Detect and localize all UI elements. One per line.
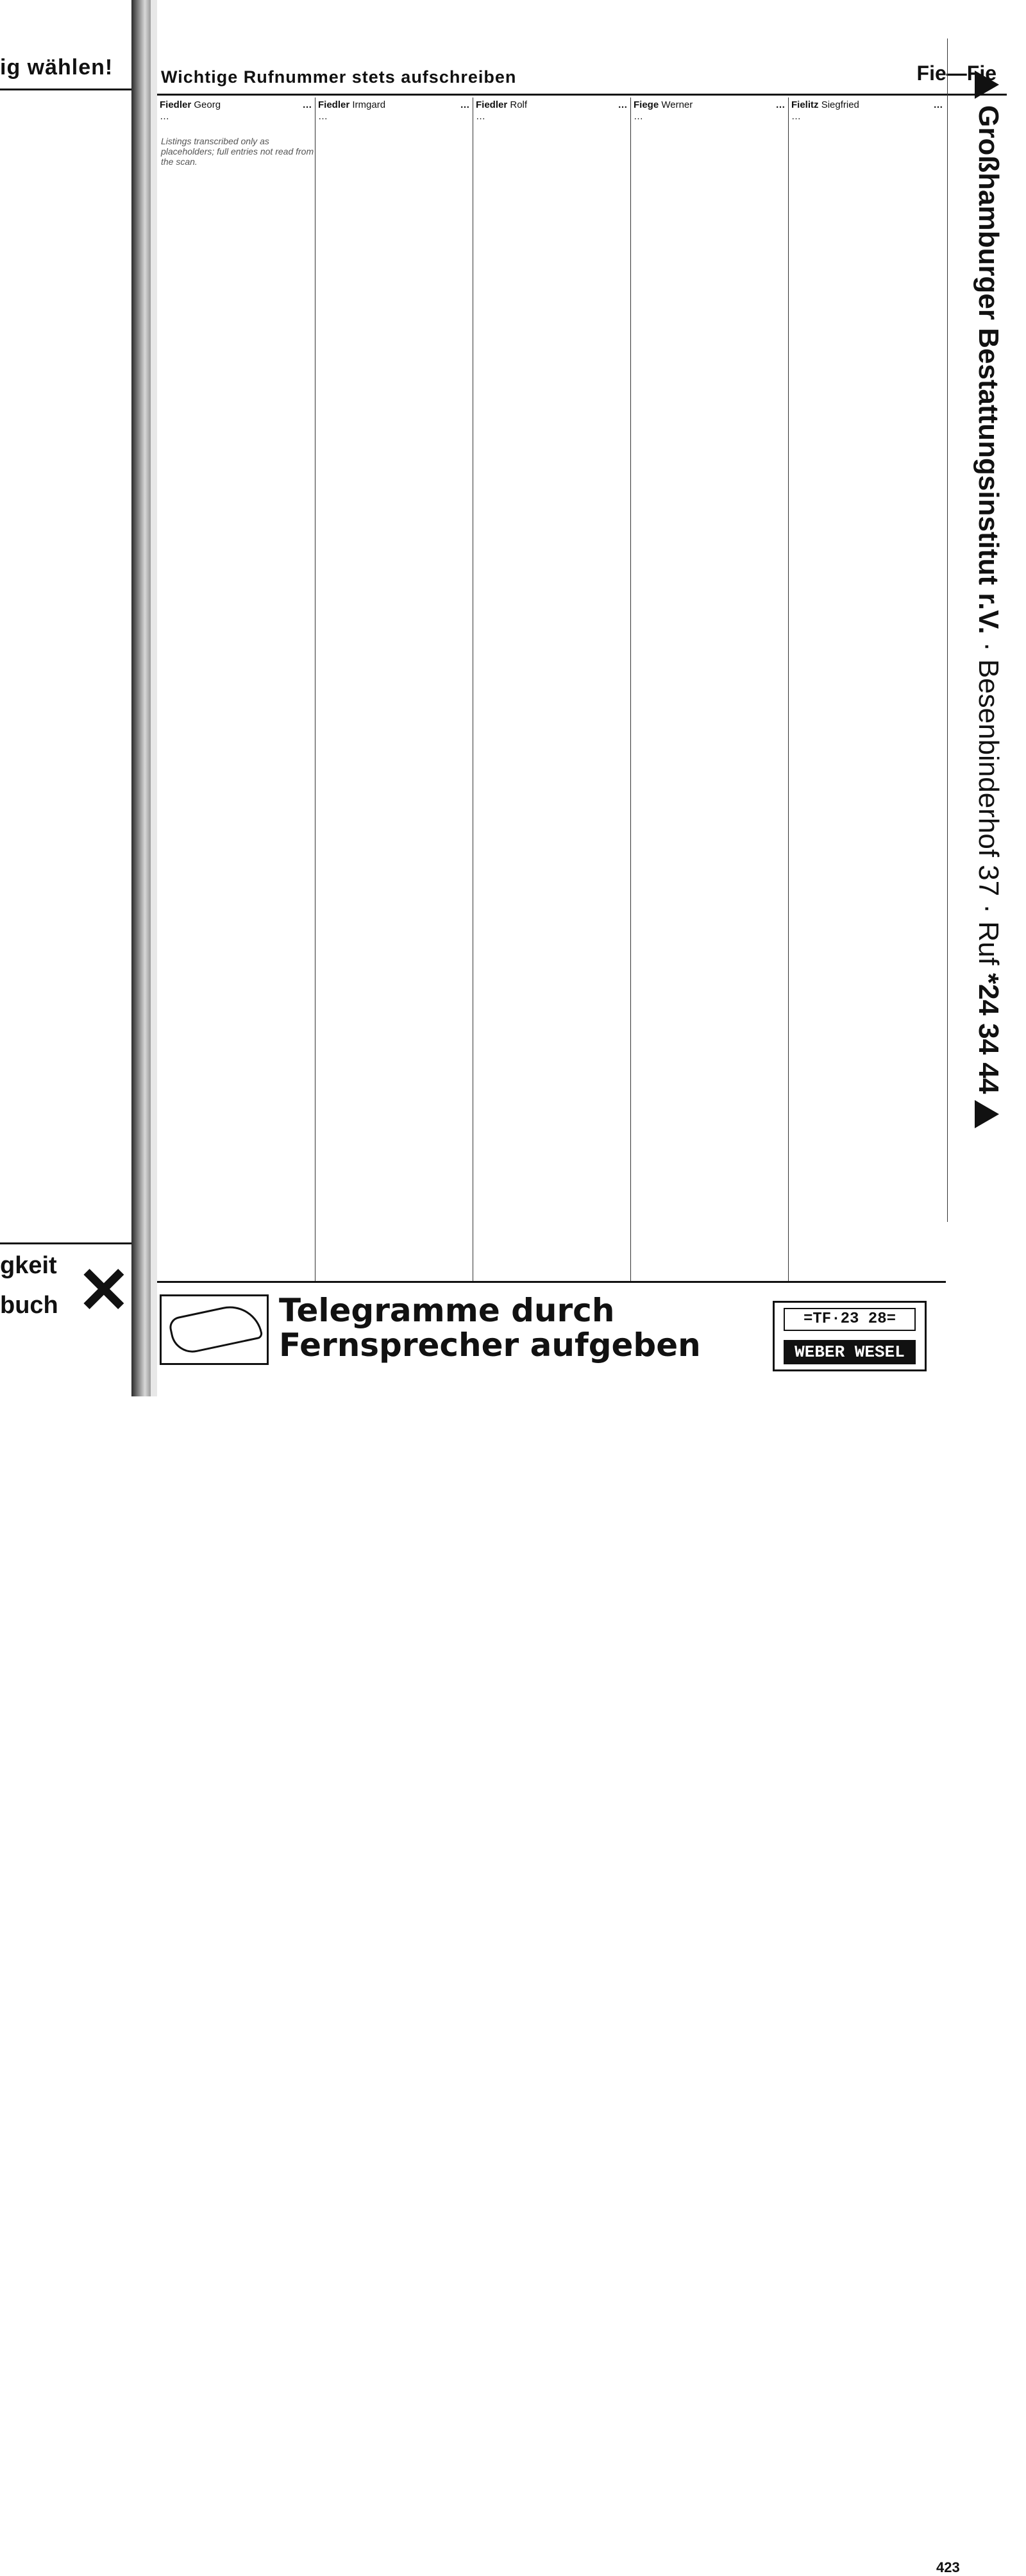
entry-phone: …: [775, 99, 786, 110]
listing-column-3: [473, 97, 630, 1281]
entry-given-name: Georg: [194, 99, 221, 110]
left-page-rule: [0, 89, 131, 90]
triangle-logo-icon: [975, 71, 999, 99]
entry-surname: Fielitz: [791, 99, 819, 110]
header-rule: [157, 94, 1007, 96]
left-ad-line-2: buch: [0, 1292, 58, 1319]
banner-headline: [279, 1293, 701, 1362]
page-title: Wichtige Rufnummer stets aufschreiben: [161, 67, 517, 87]
list-item: [789, 97, 946, 124]
list-item: [157, 97, 315, 124]
vertical-ad-text: [972, 64, 1004, 1219]
entry-surname: Fiedler: [476, 99, 508, 110]
entry-given-name: Siegfried: [821, 99, 859, 110]
listing-columns: [157, 97, 946, 1281]
entry-given-name: Irmgard: [352, 99, 386, 110]
listing-column-4: [630, 97, 788, 1281]
entry-phone: …: [933, 99, 943, 110]
left-page-bottom-ad: [0, 1242, 131, 1339]
listing-column-2: [315, 97, 473, 1281]
entry-address: …: [791, 111, 801, 122]
banner-line-1: Telegramme durch: [279, 1292, 615, 1329]
entry-address: …: [318, 111, 328, 122]
tf-logo-box: [773, 1301, 927, 1371]
page-header: [157, 51, 1007, 96]
columns-note: Listings transcribed only as placeholders; full entries not read from the scan.: [161, 136, 314, 167]
left-ad-line-1: gkeit: [0, 1252, 57, 1279]
vertical-ad-company: Großhamburger Bestattungsinstitut r.V.: [973, 105, 1004, 634]
x-mark-icon: ✕: [77, 1255, 131, 1326]
tf-code: =TF·23 28=: [784, 1308, 916, 1331]
vertical-ad-phone: *24 34 44: [973, 973, 1004, 1094]
entry-phone: …: [460, 99, 470, 110]
telegram-banner-ad: [157, 1281, 960, 2575]
page-edge: [1007, 0, 1026, 1396]
telephone-handset-icon: [160, 1294, 269, 1365]
banner-line-2: Fernsprecher aufgeben: [279, 1326, 701, 1364]
entry-surname: Fiedler: [160, 99, 192, 110]
entry-surname: Fiedler: [318, 99, 350, 110]
listing-column-5: [788, 97, 946, 1281]
entry-given-name: Werner: [661, 99, 693, 110]
directory-page: [157, 38, 1007, 2575]
book-spine: [131, 0, 151, 1396]
vertical-ad-strip: [947, 38, 1007, 1222]
entry-phone: …: [618, 99, 628, 110]
triangle-logo-icon: [975, 1100, 999, 1128]
entry-surname: Fiege: [634, 99, 659, 110]
list-item: [315, 97, 473, 124]
page-range-label: Fie—Fie: [916, 62, 997, 85]
entry-address: …: [160, 111, 169, 122]
entry-given-name: Rolf: [510, 99, 528, 110]
entry-address: …: [634, 111, 643, 122]
listing-column-1: [157, 97, 315, 1281]
list-item: [631, 97, 788, 124]
entry-address: …: [476, 111, 485, 122]
tf-company: WEBER WESEL: [784, 1340, 916, 1364]
left-page-header: ig wählen!: [0, 55, 114, 80]
left-page-fragment: [0, 38, 131, 1379]
page-number: 423: [936, 2559, 960, 2575]
vertical-ad-address: · Besenbinderhof 37 · Ruf: [973, 634, 1004, 974]
list-item: [473, 97, 630, 124]
entry-phone: …: [302, 99, 312, 110]
page-gutter: [151, 0, 157, 1396]
